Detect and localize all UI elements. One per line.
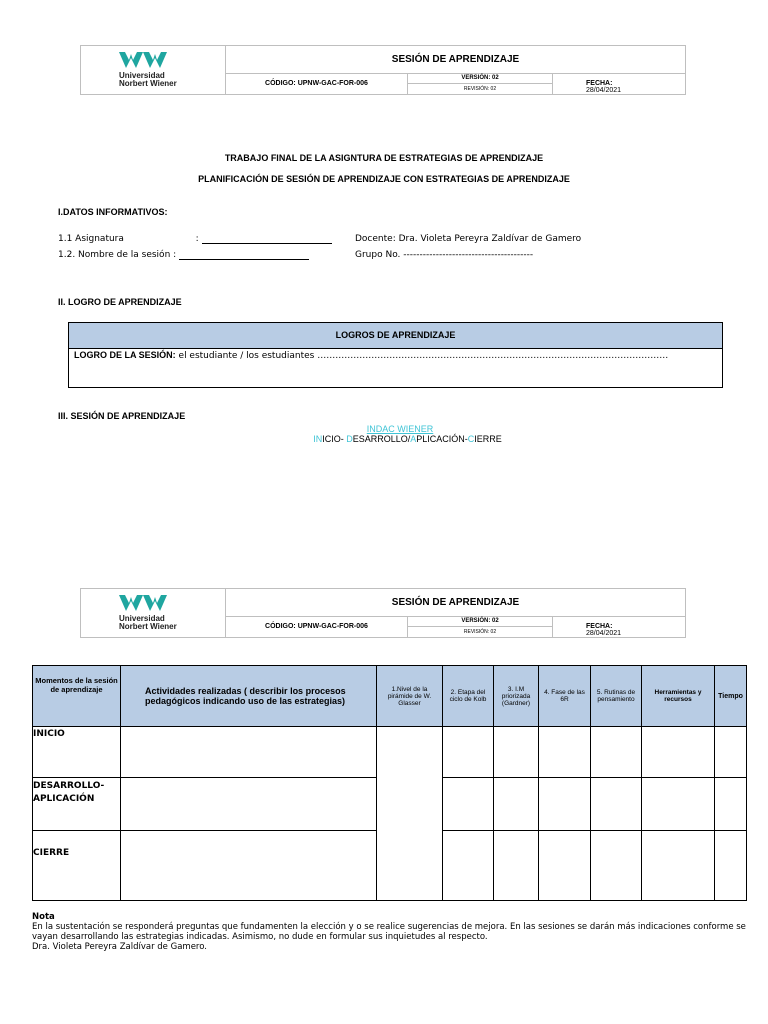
table-cell[interactable] (443, 778, 494, 831)
asignatura-colon: : (195, 234, 199, 244)
table-cell[interactable] (715, 727, 747, 778)
cell-glasser[interactable] (377, 727, 443, 901)
header-revision: REVISIÓN: 02 (408, 84, 553, 94)
table-cell[interactable] (443, 727, 494, 778)
row-label-inicio: INICIO (33, 727, 121, 778)
col-tiempo: Tiempo (715, 666, 747, 727)
header-version: VERSIÓN: 02 (408, 616, 553, 627)
logro-sesion[interactable] (69, 349, 722, 362)
university-name-1: Universidad (119, 71, 165, 80)
sesion-row (58, 250, 309, 260)
nota-text: En la sustentación se responderá preguntas que fundamenten la elección y o se realice sugerencias de mejora. En las sesiones se darán más indicaciones conforme se vayan desarrollando las estrategias indicadas. Asimismo, no dude en formular sus inquietudes al respecto. (32, 922, 746, 942)
seq-aplicacion-accent: A (410, 434, 417, 444)
session-table (32, 665, 747, 901)
university-name-2: Norbert Wiener (119, 622, 177, 631)
date-label: FECHA: (586, 80, 613, 87)
header-code: CÓDIGO: UPNW-GAC-FOR-006 (226, 73, 408, 94)
table-cell[interactable] (591, 727, 642, 778)
logros-header: LOGROS DE APRENDIZAJE (69, 323, 722, 349)
document-header (80, 45, 686, 95)
logros-box (68, 322, 723, 388)
header-title: SESIÓN DE APRENDIZAJE (226, 46, 685, 74)
seq-desarrollo: ESARROLLO/ (352, 434, 411, 444)
cell-actividades-desarrollo[interactable] (121, 778, 377, 831)
header-revision: REVISIÓN: 02 (408, 627, 553, 637)
col-momentos: Momentos de la sesión de aprendizaje (33, 666, 121, 727)
section-sesion: III. SESIÓN DE APRENDIZAJE (58, 411, 186, 421)
logro-label: LOGRO DE LA SESIÓN: (74, 350, 176, 360)
col-rutinas: 5. Rutinas de pensamiento (591, 666, 642, 727)
table-cell[interactable] (539, 727, 591, 778)
cell-actividades-cierre[interactable] (121, 831, 377, 901)
table-row (33, 727, 747, 778)
seq-desarrollo-accent: D (346, 434, 353, 444)
col-kolb: 2. Etapa del ciclo de Kolb (443, 666, 494, 727)
document-title-1: TRABAJO FINAL DE LA ASIGNTURA DE ESTRATEGIAS DE APRENDIZAJE (224, 153, 544, 163)
nota-label: Nota (32, 912, 55, 922)
university-logo-2 (81, 589, 226, 637)
asignatura-label: 1.1 Asignatura (58, 234, 124, 244)
seq-inicio-accent: IN (313, 434, 323, 444)
sesion-label: 1.2. Nombre de la sesión : (58, 250, 177, 260)
table-cell[interactable] (494, 727, 539, 778)
col-fase: 4. Fase de las 6R (539, 666, 591, 727)
logo-mark-icon (119, 593, 167, 613)
header-date (586, 623, 621, 637)
cell-actividades-inicio[interactable] (121, 727, 377, 778)
header-version: VERSIÓN: 02 (408, 73, 553, 84)
row-label-cierre: CIERRE (33, 831, 121, 901)
seq-inicio: ICIO- (322, 434, 347, 444)
table-cell[interactable] (715, 778, 747, 831)
university-logo (81, 46, 226, 94)
grupo[interactable]: Grupo No. ---------------------------------------- (355, 250, 534, 260)
date-value: 28/04/2021 (586, 630, 622, 637)
table-cell[interactable] (539, 778, 591, 831)
table-cell[interactable] (642, 778, 715, 831)
table-cell[interactable] (715, 831, 747, 901)
table-cell[interactable] (591, 778, 642, 831)
logo-mark-icon (119, 50, 167, 70)
date-value: 28/04/2021 (586, 87, 622, 94)
logro-text: el estudiante / los estudiantes ……………………………………………………………………………………………………… (175, 351, 669, 361)
university-name-2: Norbert Wiener (119, 79, 177, 88)
header-date (586, 80, 621, 94)
document-header-2 (80, 588, 686, 638)
table-cell[interactable] (494, 778, 539, 831)
asignatura-field[interactable] (202, 243, 332, 244)
header-code: CÓDIGO: UPNW-GAC-FOR-006 (226, 616, 408, 637)
indac-wiener: INDAC WIENER (366, 424, 434, 434)
section-datos: I.DATOS INFORMATIVOS: (58, 207, 168, 217)
header-title: SESIÓN DE APRENDIZAJE (226, 589, 685, 617)
nota-author: Dra. Violeta Pereyra Zaldívar de Gamero. (32, 942, 207, 952)
table-cell[interactable] (443, 831, 494, 901)
docente: Docente: Dra. Violeta Pereyra Zaldívar de Gamero (355, 234, 582, 244)
session-sequence (0, 434, 768, 444)
sesion-field[interactable] (179, 259, 309, 260)
col-herramientas: Herramientas y recursos (642, 666, 715, 727)
table-cell[interactable] (539, 831, 591, 901)
col-im: 3. I.M priorizada (Gardner) (494, 666, 539, 727)
table-cell[interactable] (494, 831, 539, 901)
seq-aplicacion: PLICACIÓN- (416, 434, 468, 444)
col-glasser: 1.Nivel de la pirámide de W. Glasser (377, 666, 443, 727)
document-title-2: PLANIFICACIÓN DE SESIÓN DE APRENDIZAJE CON ESTRATEGIAS DE APRENDIZAJE (198, 174, 570, 184)
row-label-desarrollo: DESARROLLO-APLICACIÓN (33, 778, 121, 831)
table-cell[interactable] (642, 727, 715, 778)
col-actividades: Actividades realizadas ( describir los procesos pedagógicos indicando uso de las estrategias) (121, 666, 377, 727)
university-name-1: Universidad (119, 614, 165, 623)
table-cell[interactable] (591, 831, 642, 901)
nota-block (32, 912, 747, 952)
asignatura-row (58, 234, 332, 244)
section-logro: II. LOGRO DE APRENDIZAJE (58, 297, 182, 307)
table-cell[interactable] (642, 831, 715, 901)
seq-cierre: IERRE (474, 434, 502, 444)
seq-cierre-accent: C (467, 434, 475, 444)
date-label: FECHA: (586, 623, 613, 630)
